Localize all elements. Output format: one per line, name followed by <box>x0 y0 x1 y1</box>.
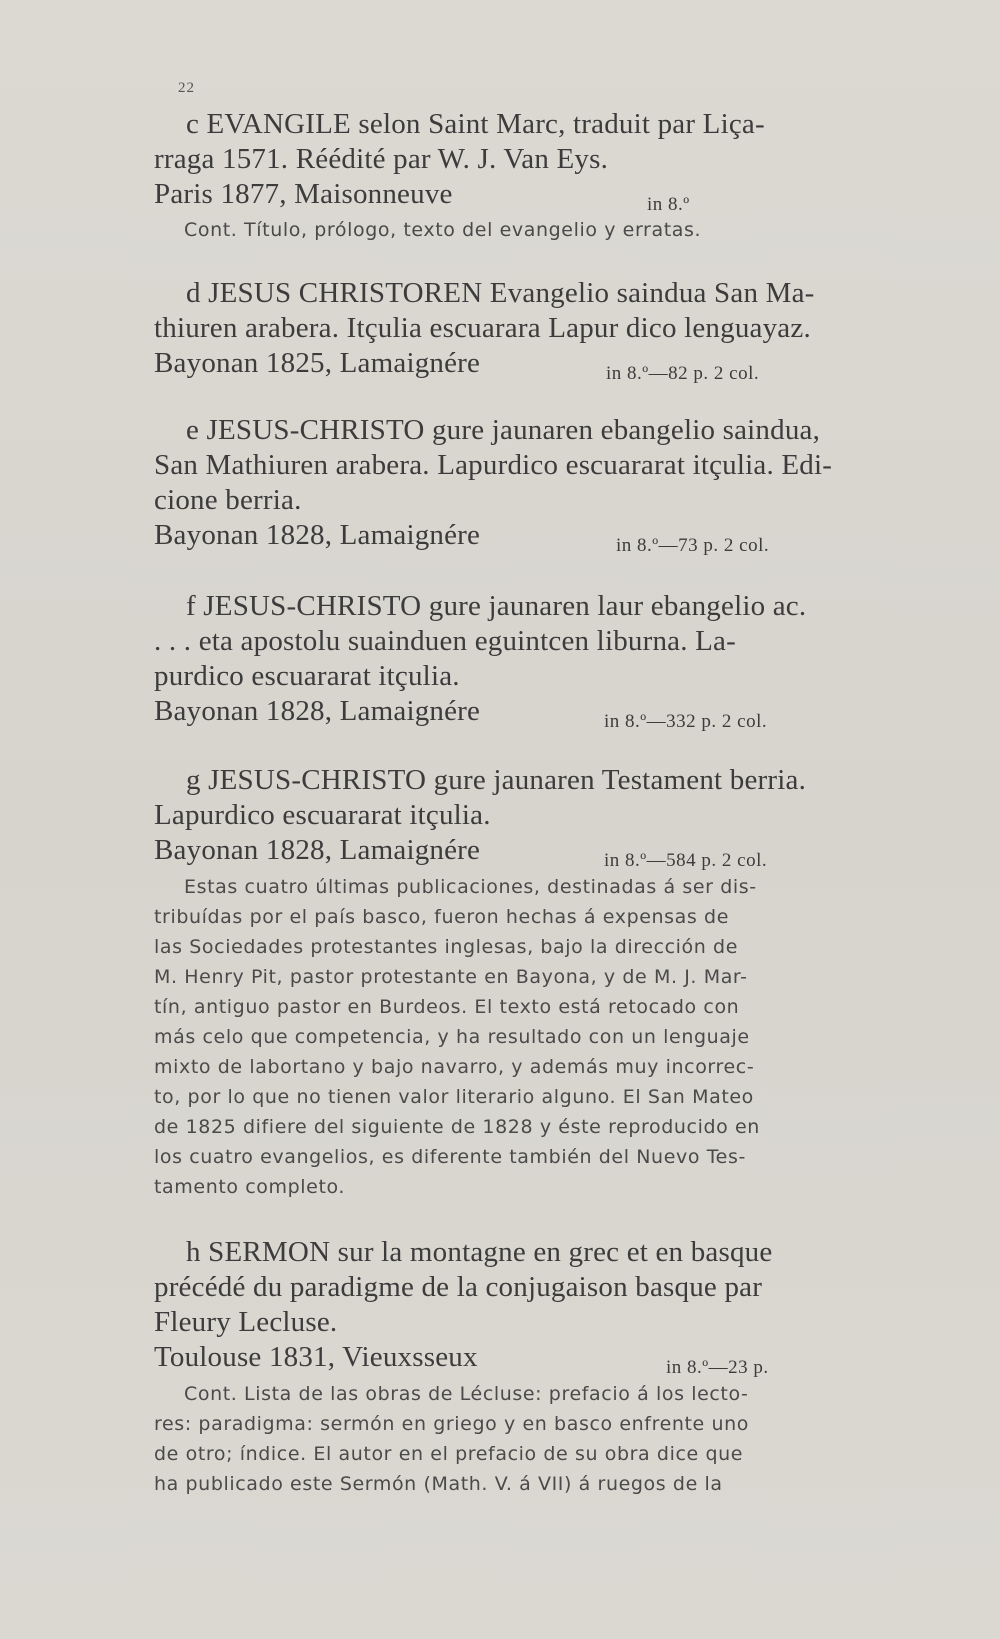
note-line: tribuídas por el país basco, fueron hechas á expensas de <box>154 906 730 928</box>
entry-line: g JESUS-CHRISTO gure jaunaren Testament berria. <box>186 764 807 796</box>
entry-line: h SERMON sur la montagne en grec et en basque <box>186 1236 773 1268</box>
imprint-place-date: Bayonan 1828, Lamaignére <box>154 695 481 727</box>
note-line: Cont. Lista de las obras de Lécluse: prefacio á los lecto- <box>184 1383 749 1405</box>
note-line: tamento completo. <box>154 1176 346 1198</box>
note-line: ha publicado este Sermón (Math. V. á VII) á ruegos de la <box>154 1473 723 1495</box>
note-line: Estas cuatro últimas publicaciones, destinadas á ser dis- <box>184 876 757 898</box>
note-line: res: paradigma: sermón en griego y en basco enfrente uno <box>154 1413 749 1435</box>
entry-d <box>154 276 834 384</box>
imprint-format: in 8.º—584 p. 2 col. <box>604 850 768 871</box>
entry-imprint <box>154 346 834 384</box>
imprint-format: in 8.º—73 p. 2 col. <box>616 535 770 556</box>
entry-h <box>154 1235 834 1499</box>
entry-line: d JESUS CHRISTOREN Evangelio saindua San Ma- <box>186 277 815 309</box>
entry-imprint <box>154 833 834 871</box>
entry-line: précédé du paradigme de la conjugaison basque par <box>154 1271 763 1303</box>
entry-line: Fleury Lecluse. <box>154 1306 338 1338</box>
entry-imprint <box>154 518 834 556</box>
note-line: tín, antiguo pastor en Burdeos. El texto está retocado con <box>154 996 740 1018</box>
page-number: 22 <box>178 80 195 96</box>
imprint-place-date: Bayonan 1828, Lamaignére <box>154 519 481 551</box>
entry-line: purdico escuararat itçulia. <box>154 660 460 692</box>
entry-line: thiuren arabera. Itçulia escuarara Lapur dico lenguayaz. <box>154 312 811 344</box>
imprint-place-date: Bayonan 1828, Lamaignére <box>154 834 481 866</box>
entry-g <box>154 763 834 1202</box>
imprint-format: in 8.º <box>647 194 690 215</box>
imprint-format: in 8.º—332 p. 2 col. <box>604 711 768 732</box>
note-line: M. Henry Pit, pastor protestante en Bayona, y de M. J. Mar- <box>154 966 748 988</box>
entry-c <box>154 107 834 245</box>
entry-e <box>154 413 834 556</box>
note-line: las Sociedades protestantes inglesas, bajo la dirección de <box>154 936 739 958</box>
note-line: mixto de labortano y bajo navarro, y además muy incorrec- <box>154 1056 755 1078</box>
note-line: Cont. Título, prólogo, texto del evangelio y erratas. <box>184 219 702 241</box>
entry-imprint <box>154 177 834 215</box>
entry-line: c EVANGILE selon Saint Marc, traduit par Liça- <box>186 108 765 140</box>
note-line: de 1825 difiere del siguiente de 1828 y éste reproducido en <box>154 1116 760 1138</box>
entry-line: f JESUS-CHRISTO gure jaunaren laur ebangelio ac. <box>186 590 807 622</box>
note-line: to, por lo que no tienen valor literario alguno. El San Mateo <box>154 1086 754 1108</box>
entry-imprint <box>154 1340 834 1378</box>
note-line: de otro; índice. El autor en el prefacio de su obra dice que <box>154 1443 744 1465</box>
entry-line: . . . eta apostolu suainduen eguintcen liburna. La- <box>154 625 736 657</box>
imprint-place-date: Paris 1877, Maisonneuve <box>154 178 453 210</box>
entry-imprint <box>154 694 834 732</box>
entry-line: rraga 1571. Réédité par W. J. Van Eys. <box>154 143 609 175</box>
imprint-place-date: Bayonan 1825, Lamaignére <box>154 347 481 379</box>
imprint-format: in 8.º—23 p. <box>666 1357 769 1378</box>
entry-line: San Mathiuren arabera. Lapurdico escuararat itçulia. Edi- <box>154 449 833 481</box>
note-line: los cuatro evangelios, es diferente también del Nuevo Tes- <box>154 1146 746 1168</box>
note-line: más celo que competencia, y ha resultado con un lenguaje <box>154 1026 750 1048</box>
imprint-place-date: Toulouse 1831, Vieuxsseux <box>154 1341 478 1373</box>
entry-f <box>154 589 834 732</box>
entry-line: cione berria. <box>154 484 302 516</box>
entry-line: Lapurdico escuararat itçulia. <box>154 799 491 831</box>
entry-line: e JESUS-CHRISTO gure jaunaren ebangelio saindua, <box>186 414 821 446</box>
imprint-format: in 8.º—82 p. 2 col. <box>606 363 760 384</box>
